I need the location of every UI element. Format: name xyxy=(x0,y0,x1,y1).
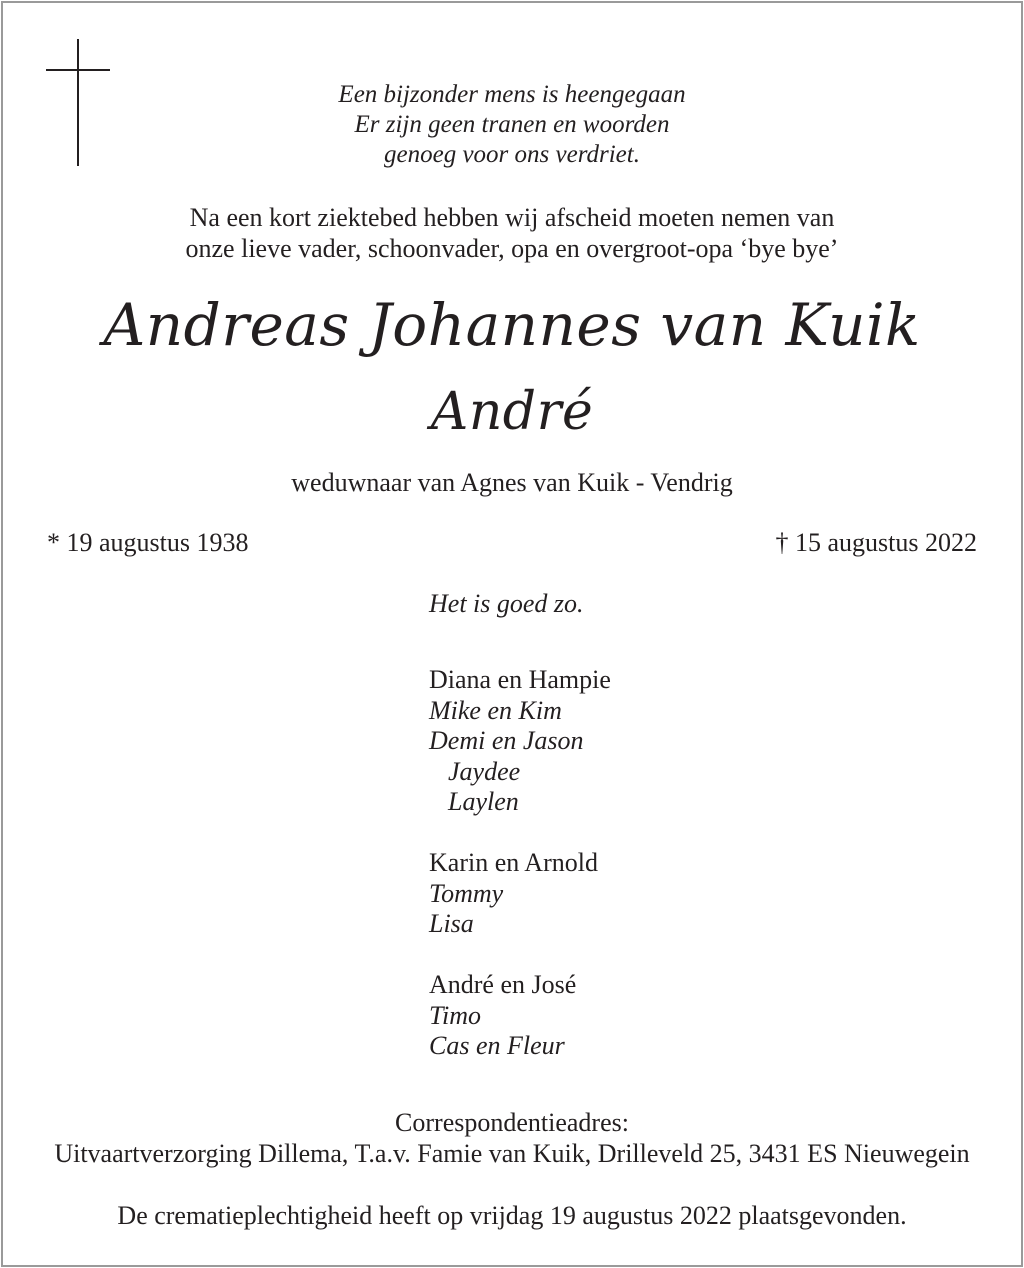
death-date: † 15 augustus 2022 xyxy=(775,528,977,557)
family-child: Cas en Fleur xyxy=(429,1031,565,1060)
birth-date: * 19 augustus 1938 xyxy=(47,528,249,557)
family-list xyxy=(429,665,611,1062)
family-child: Tommy xyxy=(429,878,504,908)
deceased-name: Andreas Johannes van Kuik xyxy=(103,291,921,359)
family-grandchild: Laylen xyxy=(448,787,519,816)
correspondence-address: Uitvaartverzorging Dillema, T.a.v. Famie van Kuik, Drilleveld 25, 3431 ES Nieuwegein xyxy=(54,1139,970,1168)
poem-line: Een bijzonder mens is heengegaan xyxy=(338,81,686,108)
family-child: Mike en Kim xyxy=(429,695,562,725)
family-head: Diana en Hampie xyxy=(429,665,611,694)
page-border xyxy=(1,1,1023,1267)
family-head: Karin en Arnold xyxy=(429,848,598,877)
family-child: Demi en Jason xyxy=(429,726,584,755)
family-child: Timo xyxy=(429,1000,482,1030)
poem-line: genoeg voor ons verdriet. xyxy=(384,141,640,168)
cremation-note: De crematieplechtigheid heeft op vrijdag 19 augustus 2022 plaatsgevonden. xyxy=(117,1201,907,1230)
intro-line: onze lieve vader, schoonvader, opa en overgroot-opa ‘bye bye’ xyxy=(185,234,839,263)
family-head: André en José xyxy=(429,970,577,999)
intro-line: Na een kort ziektebed hebben wij afscheid moeten nemen van xyxy=(189,203,835,232)
deceased-nickname: André xyxy=(430,382,594,442)
motto: Het is goed zo. xyxy=(429,589,584,618)
correspondence-label: Correspondentieadres: xyxy=(395,1108,629,1137)
family-child: Lisa xyxy=(429,909,474,938)
family-grandchild: Jaydee xyxy=(448,756,521,786)
poem-line: Er zijn geen tranen en woorden xyxy=(354,111,670,138)
widower-line: weduwnaar van Agnes van Kuik - Vendrig xyxy=(291,468,733,497)
